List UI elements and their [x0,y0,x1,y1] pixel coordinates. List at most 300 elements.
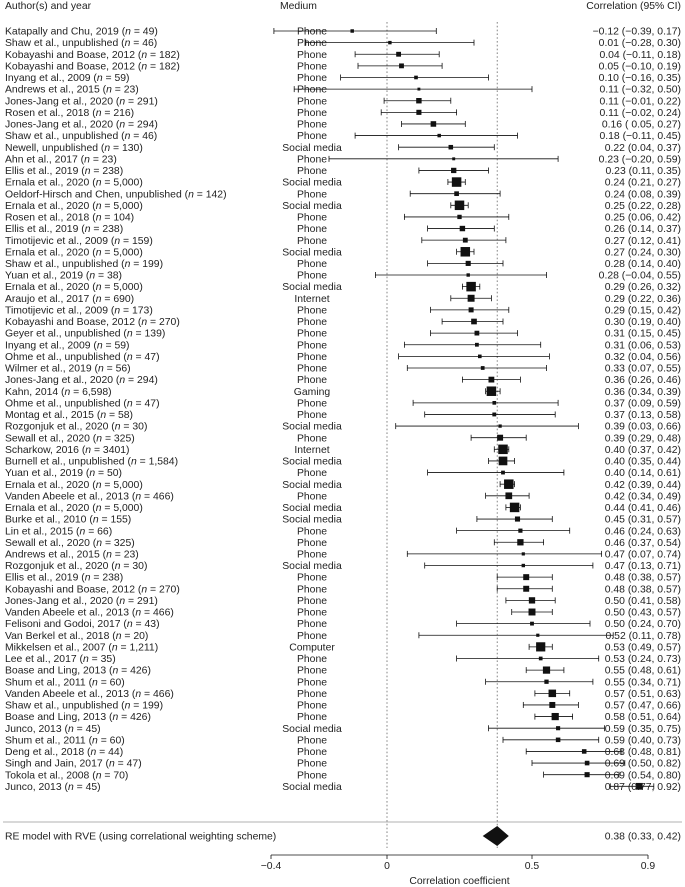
study-label: Araujo et al., 2017 [5,293,90,305]
study-row-26 [5,317,681,328]
medium-label: Social media [282,723,342,735]
equals-sign: = [95,468,107,480]
medium-label: Social media [282,142,342,154]
paren-close: ) [143,561,148,573]
n-symbol: n [126,398,133,410]
study-row-31 [5,375,681,386]
n-symbol: n [109,758,115,770]
study-row-45 [5,538,681,549]
n-symbol: n [141,317,148,329]
paren-close: ) [154,26,158,38]
study-name [5,747,123,758]
medium-label: Phone [296,38,328,50]
study-label: Felisoni and Godoi, 2017 [5,619,121,631]
point-estimate-marker [468,295,475,302]
ci-value-label: 0.25 (0.06, 0.42) [604,212,681,224]
paren-open: ( [77,154,85,166]
sample-size: 199 [142,259,160,270]
ci-value-label: 0.32 (0.04, 0.56) [604,351,681,363]
equals-sign: = [117,642,130,654]
n-symbol: n [95,107,102,119]
sample-size: 238 [102,224,120,236]
paren-open: ( [89,247,96,259]
study-name [5,259,163,270]
study-name [5,677,125,688]
n-symbol: n [126,619,133,631]
study-row-51 [5,608,681,619]
study-name [5,387,112,398]
ci-value-label: 0.68 (0.48, 0.81) [604,747,681,759]
equals-sign: = [147,61,159,73]
sample-size: 238 [102,166,120,178]
medium-label: Phone [296,677,328,689]
paren-open: ( [89,433,97,445]
study-label: Geyer et al., unpublished [5,328,121,340]
n-symbol: n [114,305,121,317]
point-estimate-marker [467,273,470,276]
study-label: Rosen et al., 2018 [5,212,90,224]
medium-label: Phone [296,363,328,375]
study-label: Ernala et al., 2020 [5,282,90,294]
n-symbol: n [97,363,104,375]
paren-close: ) [153,38,158,50]
study-row-14 [5,177,681,188]
sample-size: 3401 [102,444,127,456]
study-name [5,61,180,72]
sample-size: 23 [101,154,114,166]
ci-value-label: 0.45 (0.31, 0.57) [604,514,681,526]
paren-open: ( [113,595,120,607]
study-row-53 [5,631,681,642]
equals-sign: = [125,375,138,387]
n-symbol: n [92,735,98,747]
equals-sign: = [125,96,138,108]
paren-close: ) [135,549,139,561]
point-estimate-marker [449,145,454,150]
ci-value-label: 0.69 (0.54, 0.80) [604,770,681,782]
sample-size: 35 [100,654,113,666]
study-row-44 [5,526,681,537]
paren-close: ) [149,235,153,247]
sample-size: 182 [158,49,177,61]
study-row-39 [5,468,681,479]
equals-sign: = [132,398,145,410]
study-name [5,782,101,793]
study-name [5,503,143,514]
medium-label: Social media [282,421,342,433]
point-estimate-marker [416,110,421,115]
n-symbol: n [112,712,119,724]
paren-open: ( [124,456,131,468]
paren-open: ( [135,317,142,329]
medium-label: Phone [296,398,328,410]
medium-label: Phone [296,328,328,340]
sample-size: 130 [121,142,140,154]
n-symbol: n [96,73,103,85]
paren-close: ) [154,642,159,654]
paren-close: ) [144,630,149,642]
equals-sign: = [102,340,115,352]
study-row-46 [5,550,681,561]
equals-sign: = [101,282,114,294]
equals-sign: = [89,154,102,166]
ci-value-label: 0.18 (−0.11, 0.45) [599,131,681,143]
ci-value-label: 0.59 (0.40, 0.73) [604,735,681,747]
equals-sign: = [85,526,98,538]
sample-size: 47 [144,398,157,410]
study-label: Ernala et al., 2020 [5,247,90,259]
study-label: Shaw et al., unpublished [5,700,119,712]
equals-sign: = [130,38,143,50]
paren-open: ( [85,735,93,747]
equals-sign: = [103,363,116,375]
ci-value-label: 0.58 (0.51, 0.64) [604,712,681,724]
study-name [5,352,160,363]
point-estimate-marker [536,634,539,637]
study-row-1 [5,27,681,38]
sample-size: 58 [117,410,130,422]
sample-size: 1,584 [148,456,175,468]
paren-open: ( [106,665,113,677]
study-label: Lin et al., 2015 [5,526,74,538]
medium-label: Phone [296,549,328,561]
equals-sign: = [147,584,159,596]
paren-close: ) [147,712,151,724]
study-name [5,491,174,502]
ci-value-label: 0.37 (0.09, 0.59) [604,398,681,410]
ci-value-label: 0.50 (0.43, 0.57) [604,607,681,619]
n-symbol: n [114,235,121,247]
n-symbol: n [126,351,133,363]
paren-close: ) [118,270,123,282]
study-name [5,457,178,468]
equals-sign: = [97,677,110,689]
sample-size: 238 [102,572,120,584]
study-name [5,282,143,293]
medium-label: Computer [289,642,335,654]
ci-value-label: 0.30 (0.19, 0.40) [604,317,681,329]
ci-value-label: 0.33 (0.07, 0.55) [604,363,681,375]
paren-open: ( [58,386,65,398]
n-symbol: n [95,247,102,259]
paren-open: ( [129,607,136,619]
equals-sign: = [141,607,154,619]
study-label: Timotijevic et al., 2009 [5,305,108,317]
point-estimate-marker [549,690,557,698]
point-estimate-marker [461,247,471,257]
sample-size: 47 [144,351,157,363]
n-symbol: n [67,781,74,793]
n-symbol: n [106,549,112,561]
paren-open: ( [113,375,120,387]
medium-label: Social media [282,282,342,294]
medium-label: Phone [296,572,328,584]
ci-value-label: 0.28 (0.14, 0.40) [604,259,681,270]
point-estimate-marker [417,88,420,91]
point-estimate-marker [522,564,525,567]
sample-size: 291 [137,595,155,607]
study-label: Van Berkel et al., 2018 [5,630,110,642]
paren-open: ( [108,421,115,433]
study-label: Boase and Ling, 2013 [5,712,107,724]
medium-label: Phone [296,189,328,201]
n-symbol: n [124,38,131,50]
paren-open: ( [78,444,86,456]
study-row-18 [5,224,681,235]
sample-size: 38 [106,270,119,282]
ci-value-label: 0.40 (0.35, 0.44) [604,456,681,468]
point-estimate-marker [455,201,465,211]
ci-value-label: 0.31 (0.15, 0.45) [604,328,681,340]
study-name [5,375,158,386]
ci-value-label: 0.23 (0.11, 0.35) [605,166,681,178]
study-label: Newell, unpublished [5,142,98,154]
medium-label: Phone [296,305,328,317]
paren-close: ) [154,595,158,607]
n-symbol: n [125,26,131,38]
study-label: Ohme et al., unpublished [5,351,121,363]
n-symbol: n [126,328,133,340]
study-label: Ellis et al., 2019 [5,224,79,236]
ci-value-label: 0.29 (0.15, 0.42) [604,305,681,317]
ci-value-label: 0.55 (0.48, 0.61) [604,665,681,677]
ci-value-label: 0.05 (−0.10, 0.19) [598,61,681,73]
ci-value-label: 0.36 (0.34, 0.39) [604,386,681,398]
axis-tick-label: −0.4 [260,861,282,872]
medium-label: Phone [296,317,328,329]
paren-open: ( [89,282,96,294]
point-estimate-marker [549,702,555,708]
axis-tick-label: 0 [384,861,390,872]
study-label: Jones-Jang et al., 2020 [5,595,114,607]
study-row-22 [5,271,681,282]
point-estimate-marker [471,319,477,325]
study-name [5,468,122,479]
study-row-5 [5,73,681,84]
sample-size: 56 [115,363,128,375]
study-row-32 [5,386,681,397]
point-estimate-marker [518,529,522,533]
equals-sign: = [101,200,114,212]
study-row-33 [5,398,681,409]
sample-size: 466 [153,607,171,619]
equals-sign: = [118,665,131,677]
point-estimate-marker [460,226,465,231]
point-estimate-marker [452,157,455,160]
sample-size: 466 [153,491,171,503]
n-symbol: n [124,700,131,712]
sample-size: 5,000 [113,247,140,259]
study-label: Lee et al., 2017 [5,654,77,666]
ci-value-label: 0.24 (0.08, 0.39) [604,189,681,201]
equals-sign: = [70,386,83,398]
study-row-10 [5,131,681,142]
paren-open: ( [90,340,97,352]
n-symbol: n [119,375,126,387]
summary-label: RE model with RVE (using correlational weighting scheme) [5,831,277,843]
medium-label: Social media [282,503,342,515]
study-label: Andrews et al., 2015 [5,84,100,96]
study-label: Ellis et al., 2019 [5,166,79,178]
paren-open: ( [61,723,68,735]
study-row-13 [5,166,681,177]
paren-open: ( [89,479,96,491]
paren-close: ) [130,107,135,119]
sample-size: 60 [109,677,122,689]
paren-open: ( [118,259,125,270]
n-symbol: n [64,386,71,398]
paren-open: ( [99,549,107,561]
paren-close: ) [97,723,101,735]
study-label: Kobayashi and Boase, 2012 [5,49,135,61]
n-symbol: n [85,444,92,456]
n-symbol: n [135,491,142,503]
study-name [5,770,128,781]
study-name [5,38,157,49]
sample-size: 5,000 [113,503,140,515]
equals-sign: = [111,84,124,96]
study-name [5,131,157,142]
point-estimate-marker [498,445,508,455]
n-symbol: n [90,747,97,759]
sample-size: 66 [97,526,109,538]
paren-open: ( [181,189,189,201]
paren-close: ) [121,677,125,689]
study-name [5,515,131,526]
study-label: Timotijevic et al., 2009 [5,235,108,247]
study-row-55 [5,654,681,665]
ci-value-label: 0.40 (0.14, 0.61) [604,468,681,480]
sample-size: 325 [113,433,132,445]
n-symbol: n [96,433,103,445]
study-name [5,154,117,165]
medium-label: Phone [296,433,328,445]
point-estimate-marker [466,282,476,292]
equals-sign: = [120,305,132,317]
sample-size: 270 [158,317,177,329]
paren-close: ) [170,607,174,619]
equals-sign: = [111,549,124,561]
study-name [5,50,180,61]
medium-label: Phone [296,595,328,607]
paren-close: ) [97,781,101,793]
sample-size: 294 [137,119,155,131]
paren-open: ( [118,700,125,712]
study-label: Kobayashi and Boase, 2012 [5,317,135,329]
study-label: Kobayashi and Boase, 2012 [5,61,135,73]
ci-value-label: 0.10 (−0.16, 0.35) [598,73,681,85]
medium-label: Phone [296,340,328,352]
paren-close: ) [118,468,123,480]
n-symbol: n [79,526,86,538]
study-name [5,305,153,316]
paren-close: ) [139,177,143,189]
study-row-24 [5,294,681,305]
equals-sign: = [98,514,111,526]
medium-label: Phone [296,584,328,596]
study-row-40 [5,479,681,490]
point-estimate-marker [582,749,587,754]
paren-open: ( [78,166,85,178]
paren-open: ( [120,619,127,631]
study-label: Shaw et al., unpublished [5,131,119,143]
paren-close: ) [147,665,151,677]
n-symbol: n [114,561,121,573]
medium-label: Social media [282,479,342,491]
study-label: Oeldorf-Hirsch and Chen, unpublished [5,189,182,201]
study-row-7 [5,96,681,107]
sample-size: 142 [205,189,224,201]
study-row-21 [5,259,681,270]
medium-label: Social media [282,177,342,189]
paren-close: ) [156,619,160,631]
n-symbol: n [124,131,131,143]
paren-open: ( [83,270,90,282]
ci-value-label: 0.39 (0.29, 0.48) [604,433,681,445]
paren-close: ) [126,444,130,456]
n-symbol: n [106,84,112,96]
point-estimate-marker [478,355,482,359]
ci-value-label: 0.11 (−0.02, 0.24) [599,107,681,119]
n-symbol: n [135,688,142,700]
point-estimate-marker [498,424,501,427]
ci-value-label: 0.48 (0.38, 0.57) [604,572,681,584]
point-estimate-marker [487,386,497,396]
medium-label: Phone [296,665,328,677]
n-symbol: n [141,61,148,73]
sample-size: 139 [144,328,162,340]
paren-close: ) [130,212,135,224]
point-estimate-marker [350,29,353,32]
equals-sign: = [130,259,143,270]
study-name [5,712,151,723]
medium-label: Phone [296,758,328,770]
sample-size: 46 [142,131,154,143]
equals-sign: = [120,561,133,573]
paren-close: ) [135,84,139,96]
point-estimate-marker [469,307,474,312]
equals-sign: = [130,26,143,38]
paren-open: ( [84,747,91,759]
sample-size: 5,000 [113,177,140,189]
study-name [5,213,134,224]
ci-value-label: 0.39 (0.03, 0.66) [604,421,681,433]
sample-size: 159 [131,235,150,247]
sample-size: 5,000 [113,282,140,294]
equals-sign: = [101,247,114,259]
paren-open: ( [83,468,90,480]
n-symbol: n [67,723,74,735]
study-name [5,236,153,247]
paren-close: ) [139,479,143,491]
n-symbol: n [95,282,102,294]
medium-label: Social media [282,561,342,573]
study-label: Boase and Ling, 2013 [5,665,107,677]
study-name [5,584,180,595]
study-name [5,73,130,84]
ci-value-label: 0.25 (0.22, 0.28) [604,200,681,212]
paren-open: ( [91,363,98,375]
medium-label: Phone [296,259,328,270]
n-symbol: n [89,468,96,480]
sample-size: 44 [108,747,120,759]
paren-close: ) [223,189,227,201]
ci-value-label: 0.27 (0.12, 0.41) [604,235,681,247]
point-estimate-marker [452,177,462,187]
n-symbol: n [95,293,102,305]
ci-value-label: 0.48 (0.38, 0.57) [604,584,681,596]
study-name [5,573,123,584]
